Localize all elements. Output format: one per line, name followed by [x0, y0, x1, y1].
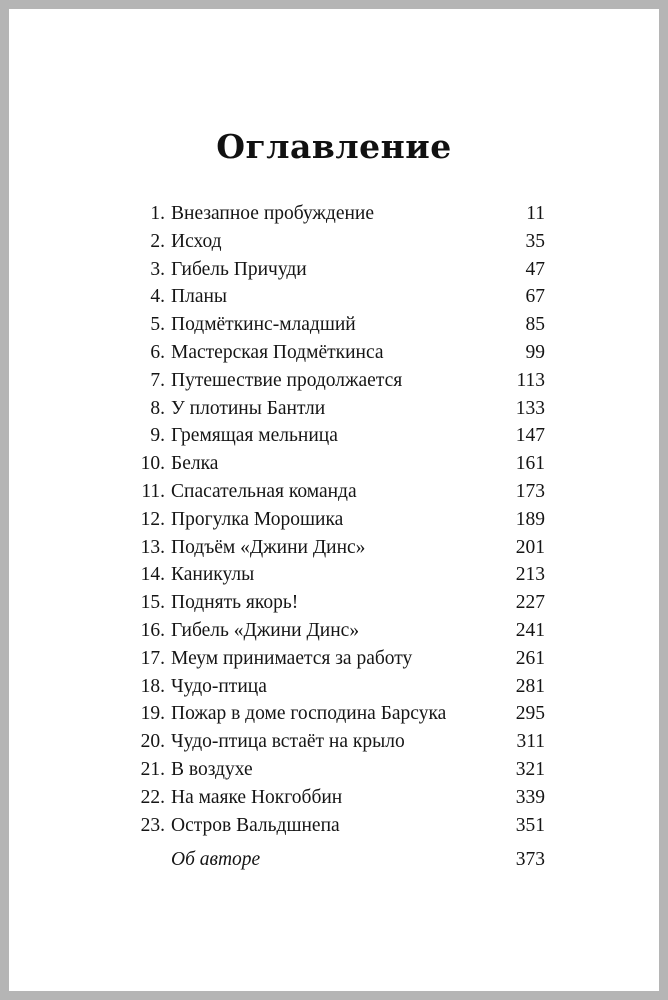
chapter-number: 3.	[150, 258, 165, 280]
chapter-title: Прогулка Морошика	[171, 508, 344, 530]
chapter-number: 21.	[140, 758, 165, 780]
page-number: 241	[515, 619, 545, 641]
toc-entry-9	[127, 422, 545, 450]
page-number: 189	[515, 508, 545, 530]
toc-entry-5	[127, 311, 545, 339]
toc-entry-22	[127, 784, 545, 812]
toc-entry-18	[127, 673, 545, 701]
chapter-number: 12.	[140, 508, 165, 530]
page-number: 113	[516, 369, 545, 391]
page-number: 311	[516, 731, 545, 753]
page-number: 67	[525, 286, 545, 308]
page-number: 133	[515, 397, 545, 419]
chapter-title: Внезапное пробуждение	[171, 203, 375, 224]
chapter-title: Планы	[171, 286, 228, 308]
chapter-title: Пожар в доме господина Барсука	[171, 703, 447, 725]
chapter-number: 18.	[140, 675, 165, 697]
page-number: 213	[515, 564, 545, 586]
toc-entry-17	[127, 645, 545, 673]
chapter-title: Спасательная команда	[171, 480, 357, 502]
toc-entry-13	[127, 534, 545, 562]
chapter-number: 17.	[140, 647, 165, 669]
toc-entry-7	[127, 367, 545, 395]
chapter-number: 1.	[150, 203, 165, 224]
chapter-title: У плотины Бантли	[171, 397, 326, 419]
page-number: 351	[515, 814, 545, 836]
toc-entry-14	[127, 561, 545, 589]
chapter-number: 16.	[140, 619, 165, 641]
chapter-number: 20.	[140, 731, 165, 753]
chapter-number: 9.	[150, 425, 165, 447]
page-number: 261	[515, 647, 545, 669]
chapter-title: Чудо-птица	[171, 675, 267, 697]
page-number: 201	[515, 536, 545, 558]
page-number: 99	[525, 341, 545, 363]
toc-entry-about-author	[127, 846, 545, 874]
page-number: 227	[515, 592, 545, 614]
chapter-number: 8.	[150, 397, 165, 419]
toc-entry-12	[127, 506, 545, 534]
page-number: 295	[515, 703, 545, 725]
chapter-title: Меум принимается за работу	[171, 647, 413, 669]
page-number: 11	[526, 203, 545, 224]
chapter-title: В воздухе	[171, 758, 253, 780]
toc-entry-23	[127, 812, 545, 840]
page-number: 173	[515, 480, 545, 502]
chapter-title: На маяке Нокгоббин	[171, 786, 343, 808]
chapter-number: 15.	[140, 592, 165, 614]
chapter-title: Подмёткинс-младший	[171, 314, 356, 336]
toc-entry-1	[127, 200, 545, 228]
chapter-number: 5.	[150, 314, 165, 336]
chapter-number: 23.	[140, 814, 165, 836]
chapter-title: Мастерская Подмёткинса	[171, 341, 384, 363]
chapter-title: Гремящая мельница	[171, 425, 338, 447]
toc-entry-8	[127, 395, 545, 423]
about-author-title: Об авторе	[171, 849, 261, 871]
page-number: 373	[515, 849, 545, 871]
page-number: 147	[515, 425, 545, 447]
book-page	[9, 9, 659, 991]
toc-entry-10	[127, 450, 545, 478]
chapter-title: Гибель «Джини Динс»	[171, 619, 360, 641]
chapter-number: 2.	[150, 230, 165, 252]
page-number: 281	[515, 675, 545, 697]
chapter-title: Чудо-птица встаёт на крыло	[171, 731, 405, 753]
toc-entry-6	[127, 339, 545, 367]
chapter-number: 11.	[141, 480, 165, 502]
toc-entry-2	[127, 228, 545, 256]
chapter-number: 19.	[140, 703, 165, 725]
chapter-number: 4.	[150, 286, 165, 308]
chapter-number: 22.	[140, 786, 165, 808]
chapter-number: 6.	[150, 341, 165, 363]
page-number: 85	[525, 314, 545, 336]
chapter-number: 14.	[140, 564, 165, 586]
chapter-title: Исход	[171, 230, 222, 252]
page-number: 339	[515, 786, 545, 808]
page-number: 47	[525, 258, 545, 280]
toc-entry-21	[127, 756, 545, 784]
toc-entry-15	[127, 589, 545, 617]
page-number: 161	[515, 453, 545, 475]
toc-entry-16	[127, 617, 545, 645]
chapter-title: Поднять якорь!	[171, 592, 299, 614]
chapter-title: Подъём «Джини Динс»	[171, 536, 366, 558]
toc-entry-4	[127, 283, 545, 311]
page-number: 321	[515, 758, 545, 780]
table-of-contents	[127, 200, 545, 874]
chapter-title: Остров Вальдшнепа	[171, 814, 340, 836]
toc-entry-19	[127, 700, 545, 728]
chapter-number: 10.	[140, 453, 165, 475]
chapter-title: Гибель Причуди	[171, 258, 307, 280]
toc-entry-20	[127, 728, 545, 756]
chapter-number: 7.	[150, 369, 165, 391]
toc-entry-11	[127, 478, 545, 506]
chapter-title: Белка	[171, 453, 219, 475]
chapter-title: Путешествие продолжается	[171, 369, 403, 391]
toc-entry-3	[127, 256, 545, 284]
page-number: 35	[525, 230, 545, 252]
chapter-title: Каникулы	[171, 564, 255, 586]
chapter-number: 13.	[140, 536, 165, 558]
page-title: Оглавление	[216, 127, 452, 166]
